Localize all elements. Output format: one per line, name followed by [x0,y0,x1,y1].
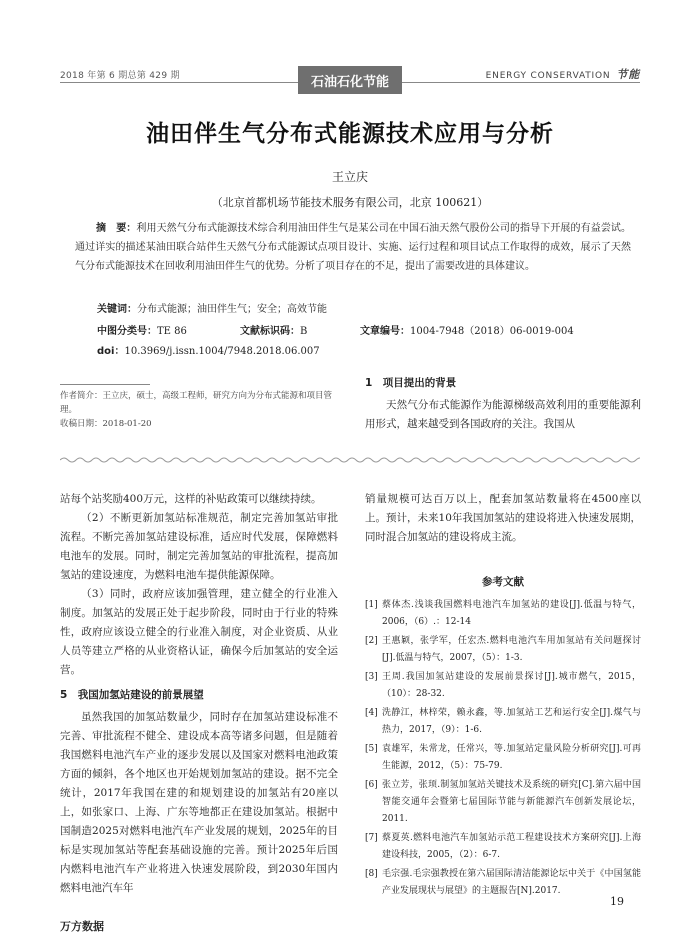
doi [97,342,320,357]
section1-heading: 1 项目提出的背景 [365,377,457,389]
right-column [365,490,641,902]
reference-number: [2] [365,636,378,646]
received-date: 收稿日期：2018-01-20 [60,419,152,429]
reference-number: [5] [365,744,378,754]
article-title: 油田伴生气分布式能源技术应用与分析 [146,121,554,147]
reference-item [365,830,641,864]
keywords-text: 分布式能源；油田伴生气；安全；高效节能 [137,304,327,315]
keywords-label: 关键词： [97,304,137,315]
author-name: 王立庆 [331,170,368,184]
reference-item [365,705,641,739]
clc-value: TE 86 [157,326,187,337]
article-no-value: 1004-7948（2018）06-0019-004 [410,326,574,337]
clc-label: 中图分类号： [97,326,157,337]
left-column [60,490,338,898]
reference-number: [7] [365,833,378,843]
article-no-label: 文章编号： [360,326,410,337]
reference-text: 蔡体杰.浅谈我国燃料电池汽车加氢站的建设[J].低温与特气，2006，（6）.：12-14 [382,600,641,627]
issue-info: 2018 年第 6 期总第 429 期 [60,71,180,81]
abstract [75,219,631,276]
page-tear-divider [60,455,640,465]
author-bio: 作者简介：王立庆，硕士，高级工程师，研究方向为分布式能源和项目管理。 [60,391,333,415]
journal-name-en: ENERGY CONSERVATION [485,71,611,81]
references-heading: 参考文献 [482,576,524,588]
reference-number: [8] [365,869,378,879]
journal-name-zh: 节能 [616,68,640,81]
footnote [60,389,345,431]
reference-list [365,597,641,900]
footer-brand: 万方数据 [60,920,104,933]
reference-number: [3] [365,672,378,682]
reference-text: 王惠颖，张学军，任宏杰.燃料电池汽车用加氢站有关问题探讨[J].低温与特气，2007，（5）：1-3. [382,636,641,663]
reference-text: 王周.我国加氢站建设的发展前景探讨[J].城市燃气，2015，（10）：28-32. [382,672,641,699]
reference-text: 张立芳，张顼.制氢加氢站关键技术及系统的研究[C].第六届中国智能交通年会暨第七届国际节能与新能源汽车创新发展论坛，2011. [382,780,641,824]
reference-item [365,866,641,900]
paragraph: （2）不断更新加氢站标准规范，制定完善加氢站审批流程。不断完善加氢站建设标准，适应时代发展，保障燃料电池车的发展。同时，制定完善加氢站的审批流程，提高加氢站的建设速度，为燃料电池车提供能源保障。 [60,512,338,581]
section-tab: 石油石化节能 [298,66,402,94]
reference-item [365,741,641,775]
doi-value: 10.3969/j.issn.1004/7948.2018.06.007 [124,346,320,357]
reference-number: [1] [365,600,378,610]
doc-code-value: B [300,326,308,337]
reference-item [365,633,641,667]
reference-number: [6] [365,780,378,790]
clc-number [97,322,187,337]
affiliation: （北京首都机场节能技术服务有限公司，北京 100621） [211,196,489,209]
footnote-rule [60,384,150,385]
section1-text: 天然气分布式能源作为能源梯级高效利用的重要能源利用形式，越来越受到各国政府的关注。我国从 [365,399,641,430]
journal-name [486,66,640,82]
abstract-text: 利用天然气分布式能源技术综合利用油田伴生气是某公司在中国石油天然气股份公司的指导下开展的有益尝试。通过详实的描述某油田联合站伴生天然气分布式能源试点项目设计、实施、运行过程和项目试点工作取得的成效，展示了天然气分布式能源技术在回收利用油田伴生气的优势。分析了项目存在的不足，提出了需要改进的具体建议。 [75,223,632,272]
section5-heading: 5 我国加氢站建设的前景展望 [60,689,204,701]
page-number: 19 [610,895,624,908]
keywords [97,300,327,315]
document-code [240,322,307,337]
paragraph: 站每个站奖励400万元，这样的补贴政策可以继续持续。 [60,493,322,505]
reference-text: 蔡夏英.燃料电池汽车加氢站示范工程建设技术方案研究[J].上海建设科技，2005，（2）：6-7. [382,833,641,860]
reference-item [365,597,641,631]
reference-number: [4] [365,708,378,718]
paragraph: （3）同时，政府应该加强管理，建立健全的行业准入制度。加氢站的发展正处于起步阶段，同时由于行业的特殊性，政府应该设立健全的行业准入制度，对企业资质、从业人员等建立严格的从业资格认证，确保今后加氢站的安全运营。 [60,588,338,676]
reference-item [365,777,641,828]
reference-text: 袁雄军，朱常龙，任常兴，等.加氢站定量风险分析研究[J].可再生能源，2012，（5）：75-79. [382,744,641,771]
abstract-label: 摘 要： [96,223,137,234]
reference-item [365,669,641,703]
reference-text: 洗静江，林梓荣，赖永鑫，等.加氢站工艺和运行安全[J].煤气与热力，2017，（9）：1-6. [382,708,641,735]
reference-text: 毛宗强.毛宗强教授在第六届国际清洁能源论坛中关于《中国氢能产业发展现状与展望》的主题报告[N].2017. [382,869,641,896]
paragraph: 销量规模可达百万以上，配套加氢站数量将在4500座以上。预计，未来10年我国加氢站的建设将进入快速发展期，同时混合加氢站的建设将成主流。 [365,493,641,543]
doi-label: doi： [97,346,125,357]
article-number [360,322,574,337]
paragraph: 虽然我国的加氢站数量少，同时存在加氢站建设标准不完善、审批流程不健全、建设成本高等诸多问题，但是随着我国燃料电池汽车产业的逐步发展以及国家对燃料电池政策方面的倾斜，各个地区也开始规划加氢站的建设。据不完全统计，2017年我国在建的和规划建设的加氢站有20座以上，如张家口、上海、广东等地都正在建设加氢站。根据中国制造2025对燃料电池汽车产业发展的规划，2025年的目标是实现加氢站等配套基础设施的完善。预计2025年后国内燃料电池汽车产业将进入快速发展阶段，到2030年国内燃料电池汽车年 [60,711,338,894]
doc-code-label: 文献标识码： [240,326,300,337]
